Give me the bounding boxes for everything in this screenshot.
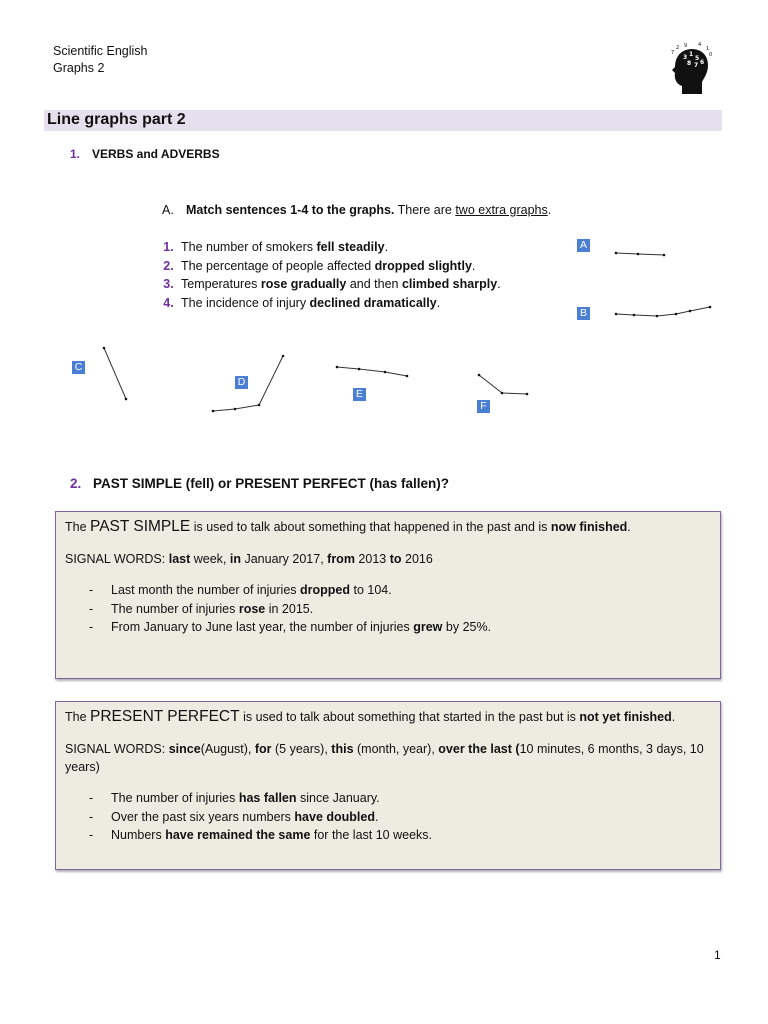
signal-text: 2013 (354, 552, 390, 566)
signal-word: over the last ( (438, 742, 520, 756)
list-item (89, 618, 711, 637)
task-a-underlined: two extra graphs (455, 203, 548, 217)
sentence-number: 3. (163, 277, 174, 292)
task-a-bold: Match sentences 1-4 to the graphs. (186, 203, 395, 217)
definition-bold: now finished (550, 520, 628, 534)
signal-text: 2016 (401, 552, 433, 566)
graph-label-f: F (477, 400, 490, 413)
sentence-end: . (471, 258, 476, 273)
example-verb: have remained the same (165, 828, 311, 843)
example-text: Over the past six years numbers (111, 809, 295, 824)
example-text: The number of injuries (111, 791, 239, 805)
page-number: 1 (714, 948, 721, 962)
sentence-number: 4. (163, 296, 174, 311)
list-item (89, 581, 711, 600)
signal-word: this (331, 742, 354, 756)
section-1-number: 1. (70, 147, 81, 161)
task-a-instruction (162, 203, 551, 217)
past-simple-box (55, 511, 721, 679)
example-text: by 25%. (442, 620, 492, 635)
section-1-heading (70, 147, 220, 161)
signal-word: last (168, 552, 191, 566)
sentence-number: 2. (163, 258, 174, 273)
svg-text:3: 3 (683, 54, 688, 61)
list-item (89, 789, 711, 808)
sentence-bold: climbed sharply (401, 277, 498, 292)
sentence-list (156, 238, 501, 313)
sentence-bold: dropped slightly (374, 258, 472, 273)
signal-word: in (229, 552, 241, 566)
svg-text:7: 7 (694, 62, 699, 69)
sentence-text: The number of smokers (181, 240, 317, 254)
present-perfect-definition (65, 708, 711, 726)
graph-label-e: E (353, 388, 366, 401)
sentence-bold: rose gradually (260, 277, 347, 292)
example-text: From January to June last year, the number of injuries (111, 620, 414, 635)
tense-term: PAST SIMPLE (90, 518, 191, 535)
example-text: Numbers (111, 828, 166, 843)
graph-label-b: B (577, 307, 590, 320)
present-perfect-examples (65, 789, 711, 845)
svg-text:1: 1 (689, 51, 694, 58)
signal-text: week, (190, 552, 230, 566)
head-numbers-logo-icon (668, 42, 714, 96)
example-text: Last month the number of injuries (111, 583, 300, 597)
graph-label-a: A (577, 239, 590, 252)
example-text: to 104. (350, 583, 392, 597)
signal-word: from (327, 552, 355, 566)
sentence-text: and then (346, 277, 402, 292)
list-item (89, 826, 711, 845)
signal-text: January 2017, (240, 552, 328, 566)
example-verb: grew (413, 620, 443, 635)
page-title: Line graphs part 2 (47, 111, 186, 128)
present-perfect-box (55, 701, 721, 870)
sentence-end: . (497, 277, 501, 292)
tense-term: PRESENT PERFECT (90, 708, 240, 725)
svg-text:8: 8 (687, 60, 692, 67)
task-a-end: . (547, 203, 552, 217)
definition-end: . (671, 710, 676, 724)
definition-text: is used to talk about something that happened in the past and is (190, 520, 551, 534)
section-1-title: VERBS and ADVERBS (92, 147, 220, 161)
document-header (53, 43, 148, 77)
section-2-title: PAST SIMPLE (fell) or PRESENT PERFECT (has fallen)? (93, 476, 450, 491)
signal-text: (August), (200, 742, 255, 756)
definition-text: The (65, 520, 91, 534)
section-2-number: 2. (70, 476, 82, 491)
definition-end: . (627, 520, 631, 534)
graph-a (612, 246, 672, 262)
sentence-end: . (436, 296, 441, 311)
signal-text: (5 years), (271, 742, 332, 756)
signal-text: 10 minutes, 6 months, 3 days, 10 years) (65, 742, 704, 774)
sentence-number: 1. (163, 240, 174, 254)
list-item (156, 257, 501, 276)
sentence-text: The incidence of injury (181, 296, 310, 311)
svg-text:6: 6 (700, 59, 705, 66)
past-simple-signal-words (65, 550, 711, 568)
signal-label: SIGNAL WORDS: (65, 552, 169, 566)
title-bar (44, 110, 722, 131)
svg-text:1: 1 (706, 46, 710, 52)
task-a-plain: There are (394, 203, 456, 217)
example-verb: dropped (300, 583, 350, 597)
sentence-text: The percentage of people affected (181, 258, 375, 273)
example-text: in 2015. (265, 601, 314, 616)
definition-bold: not yet finished (579, 710, 672, 724)
graph-d (208, 351, 290, 416)
sentence-bold: fell steadily (316, 240, 385, 254)
section-2-heading (70, 476, 449, 491)
svg-text:9: 9 (684, 43, 688, 49)
graph-e (332, 362, 412, 380)
definition-text: is used to talk about something that started in the past but is (239, 710, 580, 724)
header-course: Scientific English (53, 44, 148, 58)
graph-label-c: C (72, 361, 85, 374)
graph-c (98, 342, 138, 404)
list-item (156, 275, 501, 294)
signal-label: SIGNAL WORDS: (65, 742, 169, 756)
example-text: for the last 10 weeks. (310, 828, 432, 843)
example-text: . (374, 809, 379, 824)
definition-text: The (65, 710, 91, 724)
past-simple-definition (65, 518, 711, 536)
signal-word: for (254, 742, 272, 756)
sentence-bold: declined dramatically (309, 296, 437, 311)
svg-text:4: 4 (698, 42, 702, 48)
example-text: since January. (296, 791, 380, 805)
header-topic: Graphs 2 (53, 61, 105, 75)
task-a-letter: A. (162, 203, 174, 217)
svg-text:2: 2 (676, 45, 680, 51)
list-item (89, 808, 711, 827)
signal-word: since (168, 742, 201, 756)
example-verb: has fallen (238, 791, 297, 805)
list-item (89, 600, 711, 619)
list-item (156, 294, 501, 313)
example-verb: have doubled (294, 809, 375, 824)
signal-text: (month, year), (353, 742, 439, 756)
example-verb: rose (238, 601, 266, 616)
svg-text:5: 5 (695, 55, 700, 62)
graph-f (474, 370, 532, 400)
present-perfect-signal-words (65, 740, 711, 776)
example-text: The number of injuries (111, 601, 239, 616)
past-simple-examples (65, 581, 711, 637)
graph-b (612, 301, 716, 321)
svg-text:7: 7 (671, 50, 675, 56)
list-item (156, 238, 501, 257)
svg-text:0: 0 (709, 52, 713, 58)
signal-word: to (389, 552, 402, 566)
sentence-end: . (384, 240, 389, 254)
graph-label-d: D (235, 376, 248, 389)
sentence-text: Temperatures (181, 277, 261, 292)
